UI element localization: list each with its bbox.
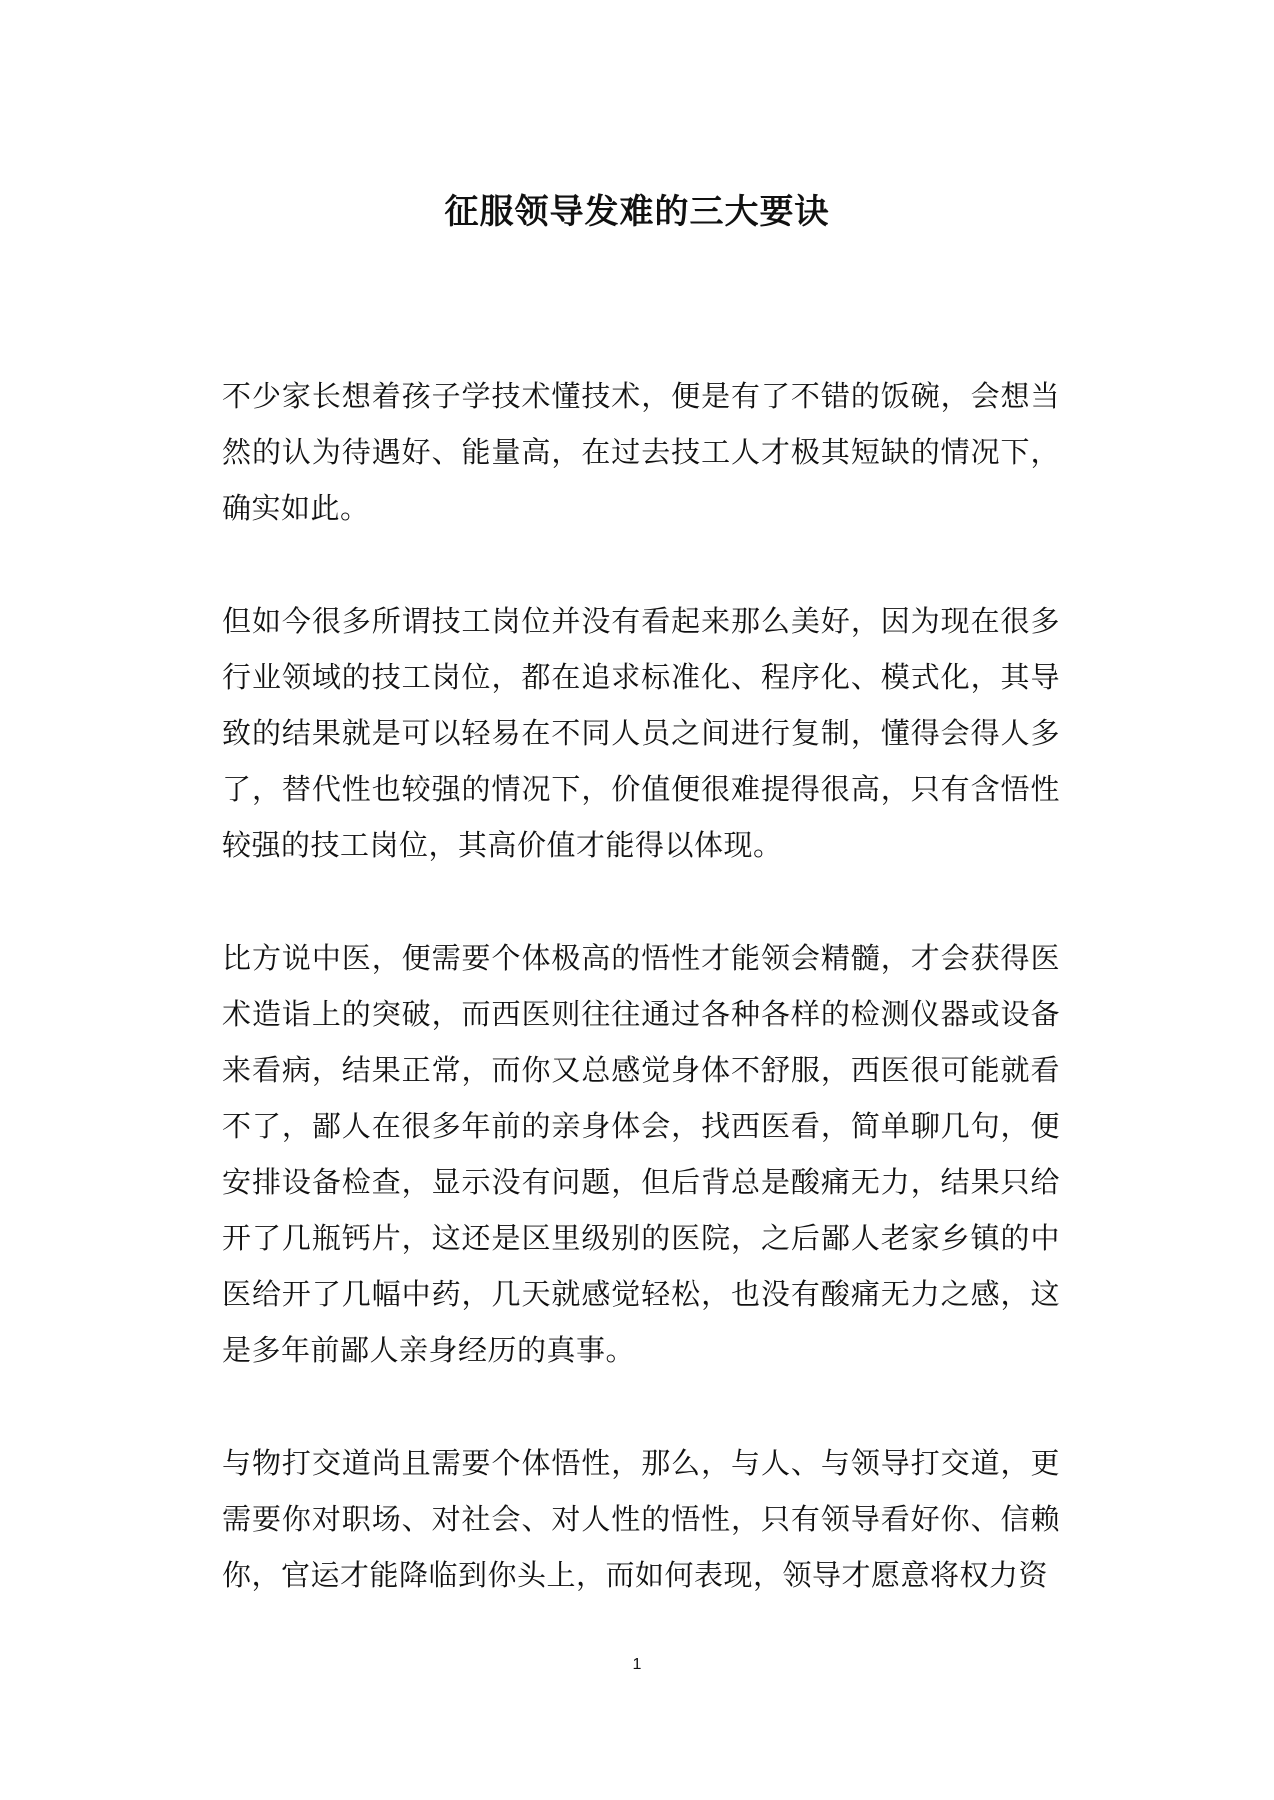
paragraph: 与物打交道尚且需要个体悟性，那么，与人、与领导打交道，更需要你对职场、对社会、对人性的悟性，只有领导看好你、信赖你，官运才能降临到你头上，而如何表现，领导才愿意将权力资 (222, 1446, 1060, 1592)
document-body (222, 368, 1060, 1660)
paragraph: 比方说中医，便需要个体极高的悟性才能领会精髓，才会获得医术造诣上的突破，而西医则往往通过各种各样的检测仪器或设备来看病，结果正常，而你又总感觉身体不舒服，西医很可能就看不了，鄙人在很多年前的亲身体会，找西医看，简单聊几句，便安排设备检查，显示没有问题，但后背总是酸痛无力，结果只给开了几瓶钙片，这还是区里级别的医院，之后鄙人老家乡镇的中医给开了几幅中药，几天就感觉轻松，也没有酸痛无力之感，这是多年前鄙人亲身经历的真事。 (222, 941, 1060, 1367)
page-number: 1 (632, 1656, 642, 1673)
paragraph: 不少家长想着孩子学技术懂技术，便是有了不错的饭碗，会想当然的认为待遇好、能量高，在过去技工人才极其短缺的情况下，确实如此。 (222, 379, 1060, 525)
document-title: 征服领导发难的三大要诀 (444, 192, 830, 232)
paragraph: 但如今很多所谓技工岗位并没有看起来那么美好，因为现在很多行业领域的技工岗位，都在追求标准化、程序化、模式化，其导致的结果就是可以轻易在不同人员之间进行复制，懂得会得人多了，替代性也较强的情况下，价值便很难提得很高，只有含悟性较强的技工岗位，其高价值才能得以体现。 (222, 604, 1060, 862)
